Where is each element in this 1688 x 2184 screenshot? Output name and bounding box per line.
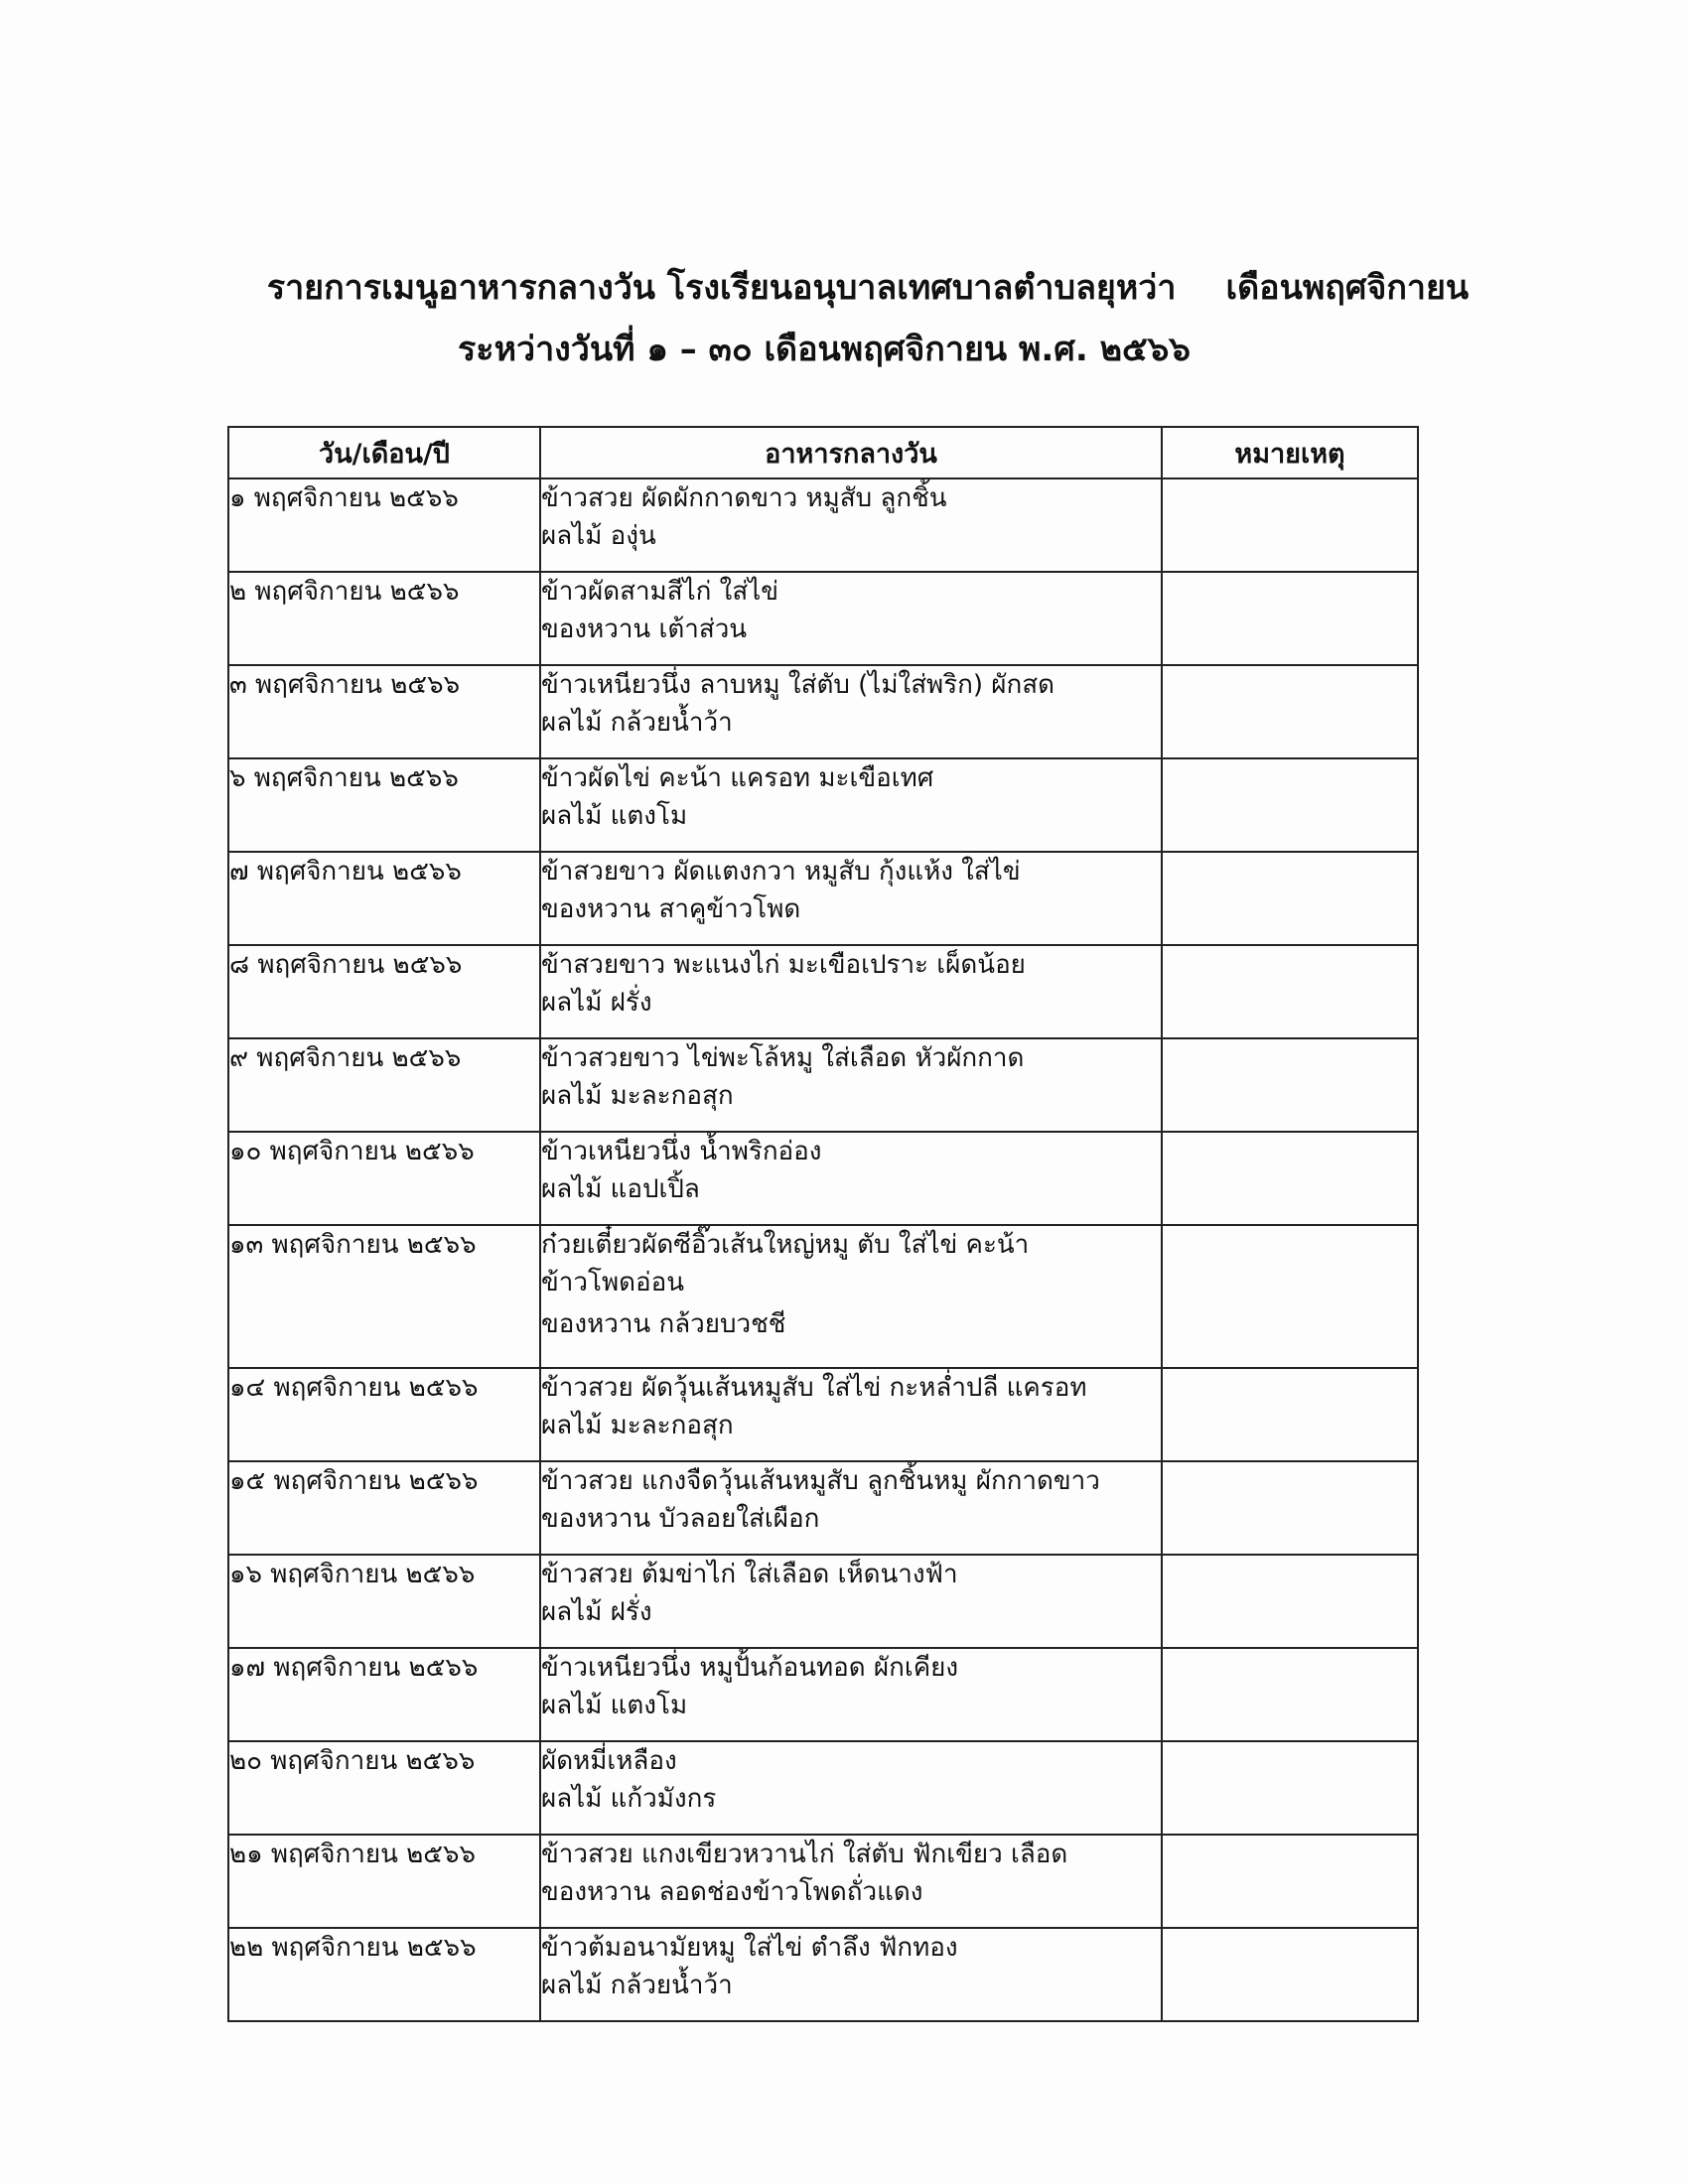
table-row: [228, 758, 1418, 852]
date-cell: [228, 945, 540, 1038]
date-cell: [228, 1555, 540, 1648]
menu-cell: [540, 1132, 1162, 1225]
header-food: อาหารกลางวัน: [540, 427, 1162, 478]
note-cell: [1162, 1225, 1418, 1368]
date-text: ๑๖ พฤศจิกายน ๒๕๖๖: [229, 1560, 476, 1589]
date-cell: [228, 665, 540, 758]
menu-line: ของหวาน กล้วยบวชชี: [541, 1309, 786, 1339]
menu-cell: [540, 1225, 1162, 1368]
menu-line: ผลไม้ แก้วมังกร: [541, 1784, 717, 1814]
table-row: [228, 1555, 1418, 1648]
menu-line: ข้าสวยขาว พะแนงไก่ มะเขือเปราะ เผ็ดน้อย: [541, 950, 1026, 980]
lunch-menu-table: [227, 426, 1419, 2022]
menu-cell: [540, 852, 1162, 945]
date-text: ๑๕ พฤศจิกายน ๒๕๖๖: [229, 1466, 479, 1496]
menu-cell: [540, 1835, 1162, 1928]
menu-cell: [540, 1741, 1162, 1835]
note-cell: [1162, 1928, 1418, 2021]
menu-line: ข้าสวยขาว ผัดแตงกวา หมูสับ กุ้งแห้ง ใส่ไข่: [541, 857, 1021, 887]
date-text: ๓ พฤศจิกายน ๒๕๖๖: [229, 670, 461, 700]
date-cell: [228, 1368, 540, 1461]
date-text: ๒ พฤศจิกายน ๒๕๖๖: [229, 577, 460, 607]
table-row: [228, 1368, 1418, 1461]
date-cell: [228, 1835, 540, 1928]
menu-line: ข้าวเหนียวนึ่ง ลาบหมู ใส่ตับ (ไม่ใส่พริก) ผักสด: [541, 670, 1055, 700]
menu-line: ผลไม้ องุ่น: [541, 521, 656, 551]
menu-line: ก๋วยเตี๋ยวผัดซีอิ๊วเส้นใหญ่หมู ตับ ใส่ไข่ คะน้า: [541, 1230, 1030, 1260]
date-cell: [228, 1741, 540, 1835]
table-row: [228, 665, 1418, 758]
menu-cell: [540, 572, 1162, 665]
date-text: ๑ พฤศจิกายน ๒๕๖๖: [229, 483, 459, 513]
menu-cell: [540, 758, 1162, 852]
date-text: ๑๐ พฤศจิกายน ๒๕๖๖: [229, 1137, 475, 1166]
table-row: [228, 1928, 1418, 2021]
date-text: ๒๑ พฤศจิกายน ๒๕๖๖: [229, 1840, 476, 1869]
date-text: ๗ พฤศจิกายน ๒๕๖๖: [229, 857, 462, 887]
menu-line: ข้าวเหนียวนึ่ง น้ำพริกอ่อง: [541, 1137, 822, 1166]
header-date: วัน/เดือน/ปี: [228, 427, 540, 478]
date-cell: [228, 758, 540, 852]
table-row: [228, 945, 1418, 1038]
menu-line: ผลไม้ ฝรั่ง: [541, 988, 652, 1018]
table-row: [228, 1741, 1418, 1835]
date-text: ๘ พฤศจิกายน ๒๕๖๖: [229, 950, 463, 980]
menu-line: ข้าวสวยขาว ไข่พะโล้หมู ใส่เลือด หัวผักกาด: [541, 1043, 1025, 1073]
menu-line: ข้าวสวย แกงเขียวหวานไก่ ใส่ตับ ฟักเขียว เลือด: [541, 1840, 1068, 1869]
table-row: [228, 1835, 1418, 1928]
table-row: [228, 478, 1418, 572]
menu-line: ข้าวสวย ต้มข่าไก่ ใส่เลือด เห็ดนางฟ้า: [541, 1560, 958, 1589]
date-cell: [228, 1461, 540, 1555]
table-row: [228, 1225, 1418, 1368]
date-text: ๑๓ พฤศจิกายน ๒๕๖๖: [229, 1230, 477, 1260]
date-cell: [228, 1225, 540, 1368]
menu-line: ผลไม้ กล้วยน้ำว้า: [541, 1971, 733, 2000]
note-cell: [1162, 945, 1418, 1038]
table-row: [228, 852, 1418, 945]
menu-line: ข้าวสวย แกงจืดวุ้นเส้นหมูสับ ลูกชิ้นหมู ผักกาดขาว: [541, 1466, 1100, 1496]
table-row: [228, 1038, 1418, 1132]
menu-cell: [540, 1461, 1162, 1555]
date-cell: [228, 1132, 540, 1225]
table-header-row: [228, 427, 1418, 478]
document-title-part1: รายการเมนูอาหารกลางวัน โรงเรียนอนุบาลเทศบาลตำบลยุหว่า: [266, 268, 1177, 308]
menu-cell: [540, 945, 1162, 1038]
note-cell: [1162, 1461, 1418, 1555]
menu-line: ข้าวสวย ผัดผักกาดขาว หมูสับ ลูกชิ้น: [541, 483, 947, 513]
date-text: ๒๐ พฤศจิกายน ๒๕๖๖: [229, 1746, 476, 1776]
date-text: ๒๒ พฤศจิกายน ๒๕๖๖: [229, 1933, 477, 1963]
date-text: ๑๔ พฤศจิกายน ๒๕๖๖: [229, 1373, 479, 1403]
note-cell: [1162, 572, 1418, 665]
note-cell: [1162, 1555, 1418, 1648]
menu-line: ข้าวโพดอ่อน: [541, 1268, 684, 1297]
document-title: [24, 264, 1688, 312]
date-cell: [228, 852, 540, 945]
document-subtitle: ระหว่างวันที่ ๑ – ๓๐ เดือนพฤศจิกายน พ.ศ. ๒๕๖๖: [458, 330, 1191, 369]
menu-line: ข้าวผัดสามสีไก่ ใส่ไข่: [541, 577, 779, 607]
note-cell: [1162, 1835, 1418, 1928]
date-text: ๙ พฤศจิกายน ๒๕๖๖: [229, 1043, 462, 1073]
table-row: [228, 1648, 1418, 1741]
note-cell: [1162, 665, 1418, 758]
menu-line: ผลไม้ ฝรั่ง: [541, 1597, 652, 1627]
menu-line: ข้าวสวย ผัดวุ้นเส้นหมูสับ ใส่ไข่ กะหล่ำปลี แครอท: [541, 1373, 1087, 1403]
date-cell: [228, 1648, 540, 1741]
menu-line: ของหวาน เต้าส่วน: [541, 614, 748, 644]
note-cell: [1162, 1648, 1418, 1741]
menu-line: ผลไม้ แอปเปิ้ล: [541, 1174, 700, 1204]
menu-cell: [540, 1368, 1162, 1461]
date-cell: [228, 572, 540, 665]
note-cell: [1162, 758, 1418, 852]
menu-line: ข้าวเหนียวนึ่ง หมูปั้นก้อนทอด ผักเคียง: [541, 1653, 959, 1683]
date-cell: [228, 1038, 540, 1132]
menu-line: ของหวาน ลอดช่องข้าวโพดถั่วแดง: [541, 1877, 923, 1907]
table-row: [228, 572, 1418, 665]
date-text: ๑๗ พฤศจิกายน ๒๕๖๖: [229, 1653, 479, 1683]
menu-line: ผลไม้ มะละกอสุก: [541, 1411, 734, 1440]
menu-cell: [540, 1928, 1162, 2021]
date-cell: [228, 478, 540, 572]
note-cell: [1162, 478, 1418, 572]
menu-line: ของหวาน สาคูข้าวโพด: [541, 894, 801, 924]
menu-line: ข้าวต้มอนามัยหมู ใส่ไข่ ตำลึง ฟักทอง: [541, 1933, 958, 1963]
note-cell: [1162, 852, 1418, 945]
menu-line: ข้าวผัดไข่ คะน้า แครอท มะเขือเทศ: [541, 763, 934, 793]
menu-line: ผลไม้ แตงโม: [541, 1691, 688, 1720]
menu-cell: [540, 665, 1162, 758]
menu-line: ของหวาน บัวลอยใส่เผือก: [541, 1504, 820, 1534]
menu-line: ผลไม้ แตงโม: [541, 801, 688, 831]
menu-cell: [540, 1038, 1162, 1132]
table-row: [228, 1461, 1418, 1555]
menu-cell: [540, 1648, 1162, 1741]
table-row: [228, 1132, 1418, 1225]
date-cell: [228, 1928, 540, 2021]
menu-line: ผัดหมี่เหลือง: [541, 1746, 677, 1776]
menu-line: ผลไม้ กล้วยน้ำว้า: [541, 708, 733, 738]
note-cell: [1162, 1038, 1418, 1132]
document-title-month: เดือนพฤศจิกายน: [1225, 268, 1470, 308]
menu-line: ผลไม้ มะละกอสุก: [541, 1081, 734, 1111]
header-note: หมายเหตุ: [1162, 427, 1418, 478]
date-text: ๖ พฤศจิกายน ๒๕๖๖: [229, 763, 459, 793]
note-cell: [1162, 1132, 1418, 1225]
note-cell: [1162, 1741, 1418, 1835]
menu-cell: [540, 478, 1162, 572]
table-body: [228, 478, 1418, 2021]
note-cell: [1162, 1368, 1418, 1461]
menu-cell: [540, 1555, 1162, 1648]
